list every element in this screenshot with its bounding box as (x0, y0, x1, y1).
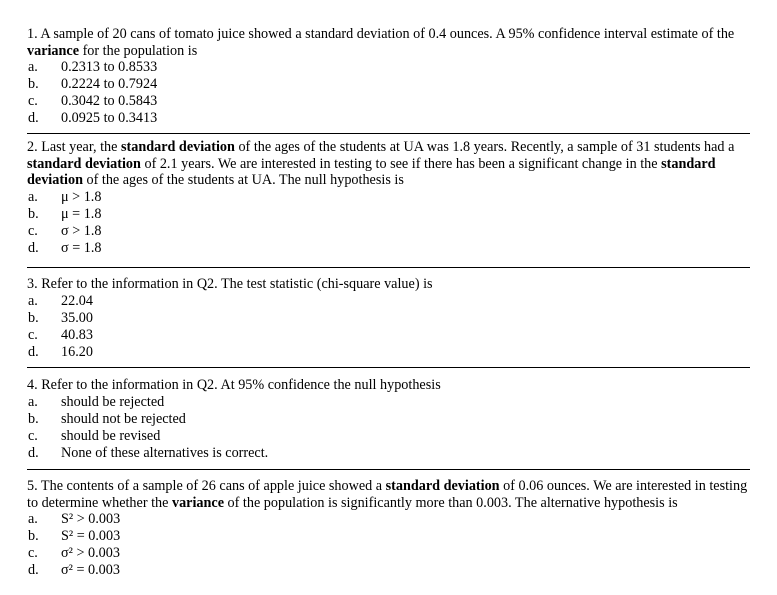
option-text: 0.2224 to 0.7924 (61, 76, 158, 93)
options-list (27, 189, 752, 257)
option-text: S² = 0.003 (61, 528, 121, 545)
option-text: S² > 0.003 (61, 511, 121, 528)
option-c (27, 428, 752, 445)
question-stem (27, 276, 752, 293)
stem-text: of the population is significantly more than 0.003. The alternative hypothesis is (224, 494, 678, 511)
question-1 (27, 26, 752, 128)
option-letter: b. (28, 205, 39, 222)
options-list (27, 293, 752, 361)
option-d (27, 110, 752, 127)
stem-bold-text: standard deviation (385, 478, 500, 494)
option-b (27, 528, 752, 545)
divider (27, 469, 750, 470)
option-letter: a. (28, 292, 38, 309)
option-c (27, 327, 752, 344)
option-letter: a. (28, 511, 38, 528)
question-stem (27, 26, 752, 59)
option-letter: a. (28, 188, 38, 205)
option-letter: c. (28, 326, 38, 343)
stem-bold-text: standard deviation (27, 155, 716, 189)
option-text: σ > 1.8 (61, 222, 102, 239)
option-a (27, 189, 752, 206)
option-a (27, 59, 752, 76)
option-letter: a. (28, 393, 38, 410)
option-d (27, 445, 752, 462)
question-stem (27, 377, 752, 394)
option-text: μ = 1.8 (61, 205, 102, 222)
option-text: μ > 1.8 (61, 188, 102, 205)
question-stem (27, 139, 752, 189)
divider (27, 367, 750, 368)
stem-bold-text: variance (171, 494, 224, 511)
option-c (27, 223, 752, 240)
divider (27, 267, 750, 268)
stem-text: of the ages of the students at UA was 1.8 years. Recently, a sample of 31 students had a (234, 139, 735, 155)
option-text: σ² > 0.003 (61, 545, 120, 562)
stem-text: of 0.06 ounces. We are interested in testing to determine whether the (27, 478, 748, 511)
stem-bold-text: standard deviation (120, 139, 235, 155)
option-letter: d. (28, 110, 39, 127)
stem-text: 4. Refer to the information in Q2. At 95% confidence the null hypothesis (27, 377, 441, 393)
option-letter: b. (28, 309, 39, 326)
options-list (27, 394, 752, 462)
option-d (27, 240, 752, 257)
option-text: 0.3042 to 0.5843 (61, 93, 158, 110)
option-letter: c. (28, 545, 38, 562)
option-b (27, 310, 752, 327)
question-stem (27, 478, 752, 511)
option-d (27, 344, 752, 361)
option-text: should be revised (61, 427, 161, 444)
option-letter: c. (28, 222, 38, 239)
option-text: 0.2313 to 0.8533 (61, 59, 158, 76)
option-letter: c. (28, 427, 38, 444)
stem-text: of the ages of the students at UA. The null hypothesis is (82, 172, 404, 189)
stem-text: of 2.1 years. We are interested in testing to see if there has been a significant change in the (140, 155, 662, 172)
option-letter: b. (28, 410, 39, 427)
option-text: should be rejected (61, 393, 165, 410)
option-text: should not be rejected (61, 410, 186, 427)
stem-text: 1. A sample of 20 cans of tomato juice showed a standard deviation of 0.4 ounces. A 95% confidence interval estimate of the (27, 26, 735, 42)
option-text: 40.83 (61, 326, 93, 343)
option-text: None of these alternatives is correct. (61, 444, 269, 461)
option-c (27, 545, 752, 562)
question-3 (27, 276, 752, 361)
option-letter: d. (28, 240, 39, 257)
option-text: σ² = 0.003 (61, 562, 120, 579)
options-list (27, 511, 752, 579)
option-text: 16.20 (61, 343, 93, 360)
option-letter: d. (28, 444, 39, 461)
option-letter: d. (28, 562, 39, 579)
stem-bold-text: standard deviation (27, 155, 141, 172)
option-letter: a. (28, 59, 38, 76)
option-c (27, 93, 752, 110)
option-text: σ = 1.8 (61, 240, 102, 257)
stem-text: 3. Refer to the information in Q2. The test statistic (chi-square value) is (27, 276, 433, 292)
question-2 (27, 139, 752, 257)
option-letter: b. (28, 528, 39, 545)
stem-text: for the population is (79, 42, 198, 59)
option-b (27, 76, 752, 93)
option-text: 0.0925 to 0.3413 (61, 110, 158, 127)
option-a (27, 394, 752, 411)
stem-bold-text: variance (27, 42, 80, 59)
option-b (27, 206, 752, 223)
stem-text: 5. The contents of a sample of 26 cans of apple juice showed a (27, 478, 386, 494)
option-text: 22.04 (61, 292, 93, 309)
options-list (27, 59, 752, 127)
option-letter: d. (28, 343, 39, 360)
stem-text: 2. Last year, the (27, 139, 121, 155)
option-b (27, 411, 752, 428)
option-a (27, 511, 752, 528)
option-a (27, 293, 752, 310)
option-letter: b. (28, 76, 39, 93)
question-4 (27, 377, 752, 462)
option-text: 35.00 (61, 309, 93, 326)
divider (27, 133, 750, 134)
option-d (27, 562, 752, 579)
question-5 (27, 478, 752, 580)
option-letter: c. (28, 93, 38, 110)
